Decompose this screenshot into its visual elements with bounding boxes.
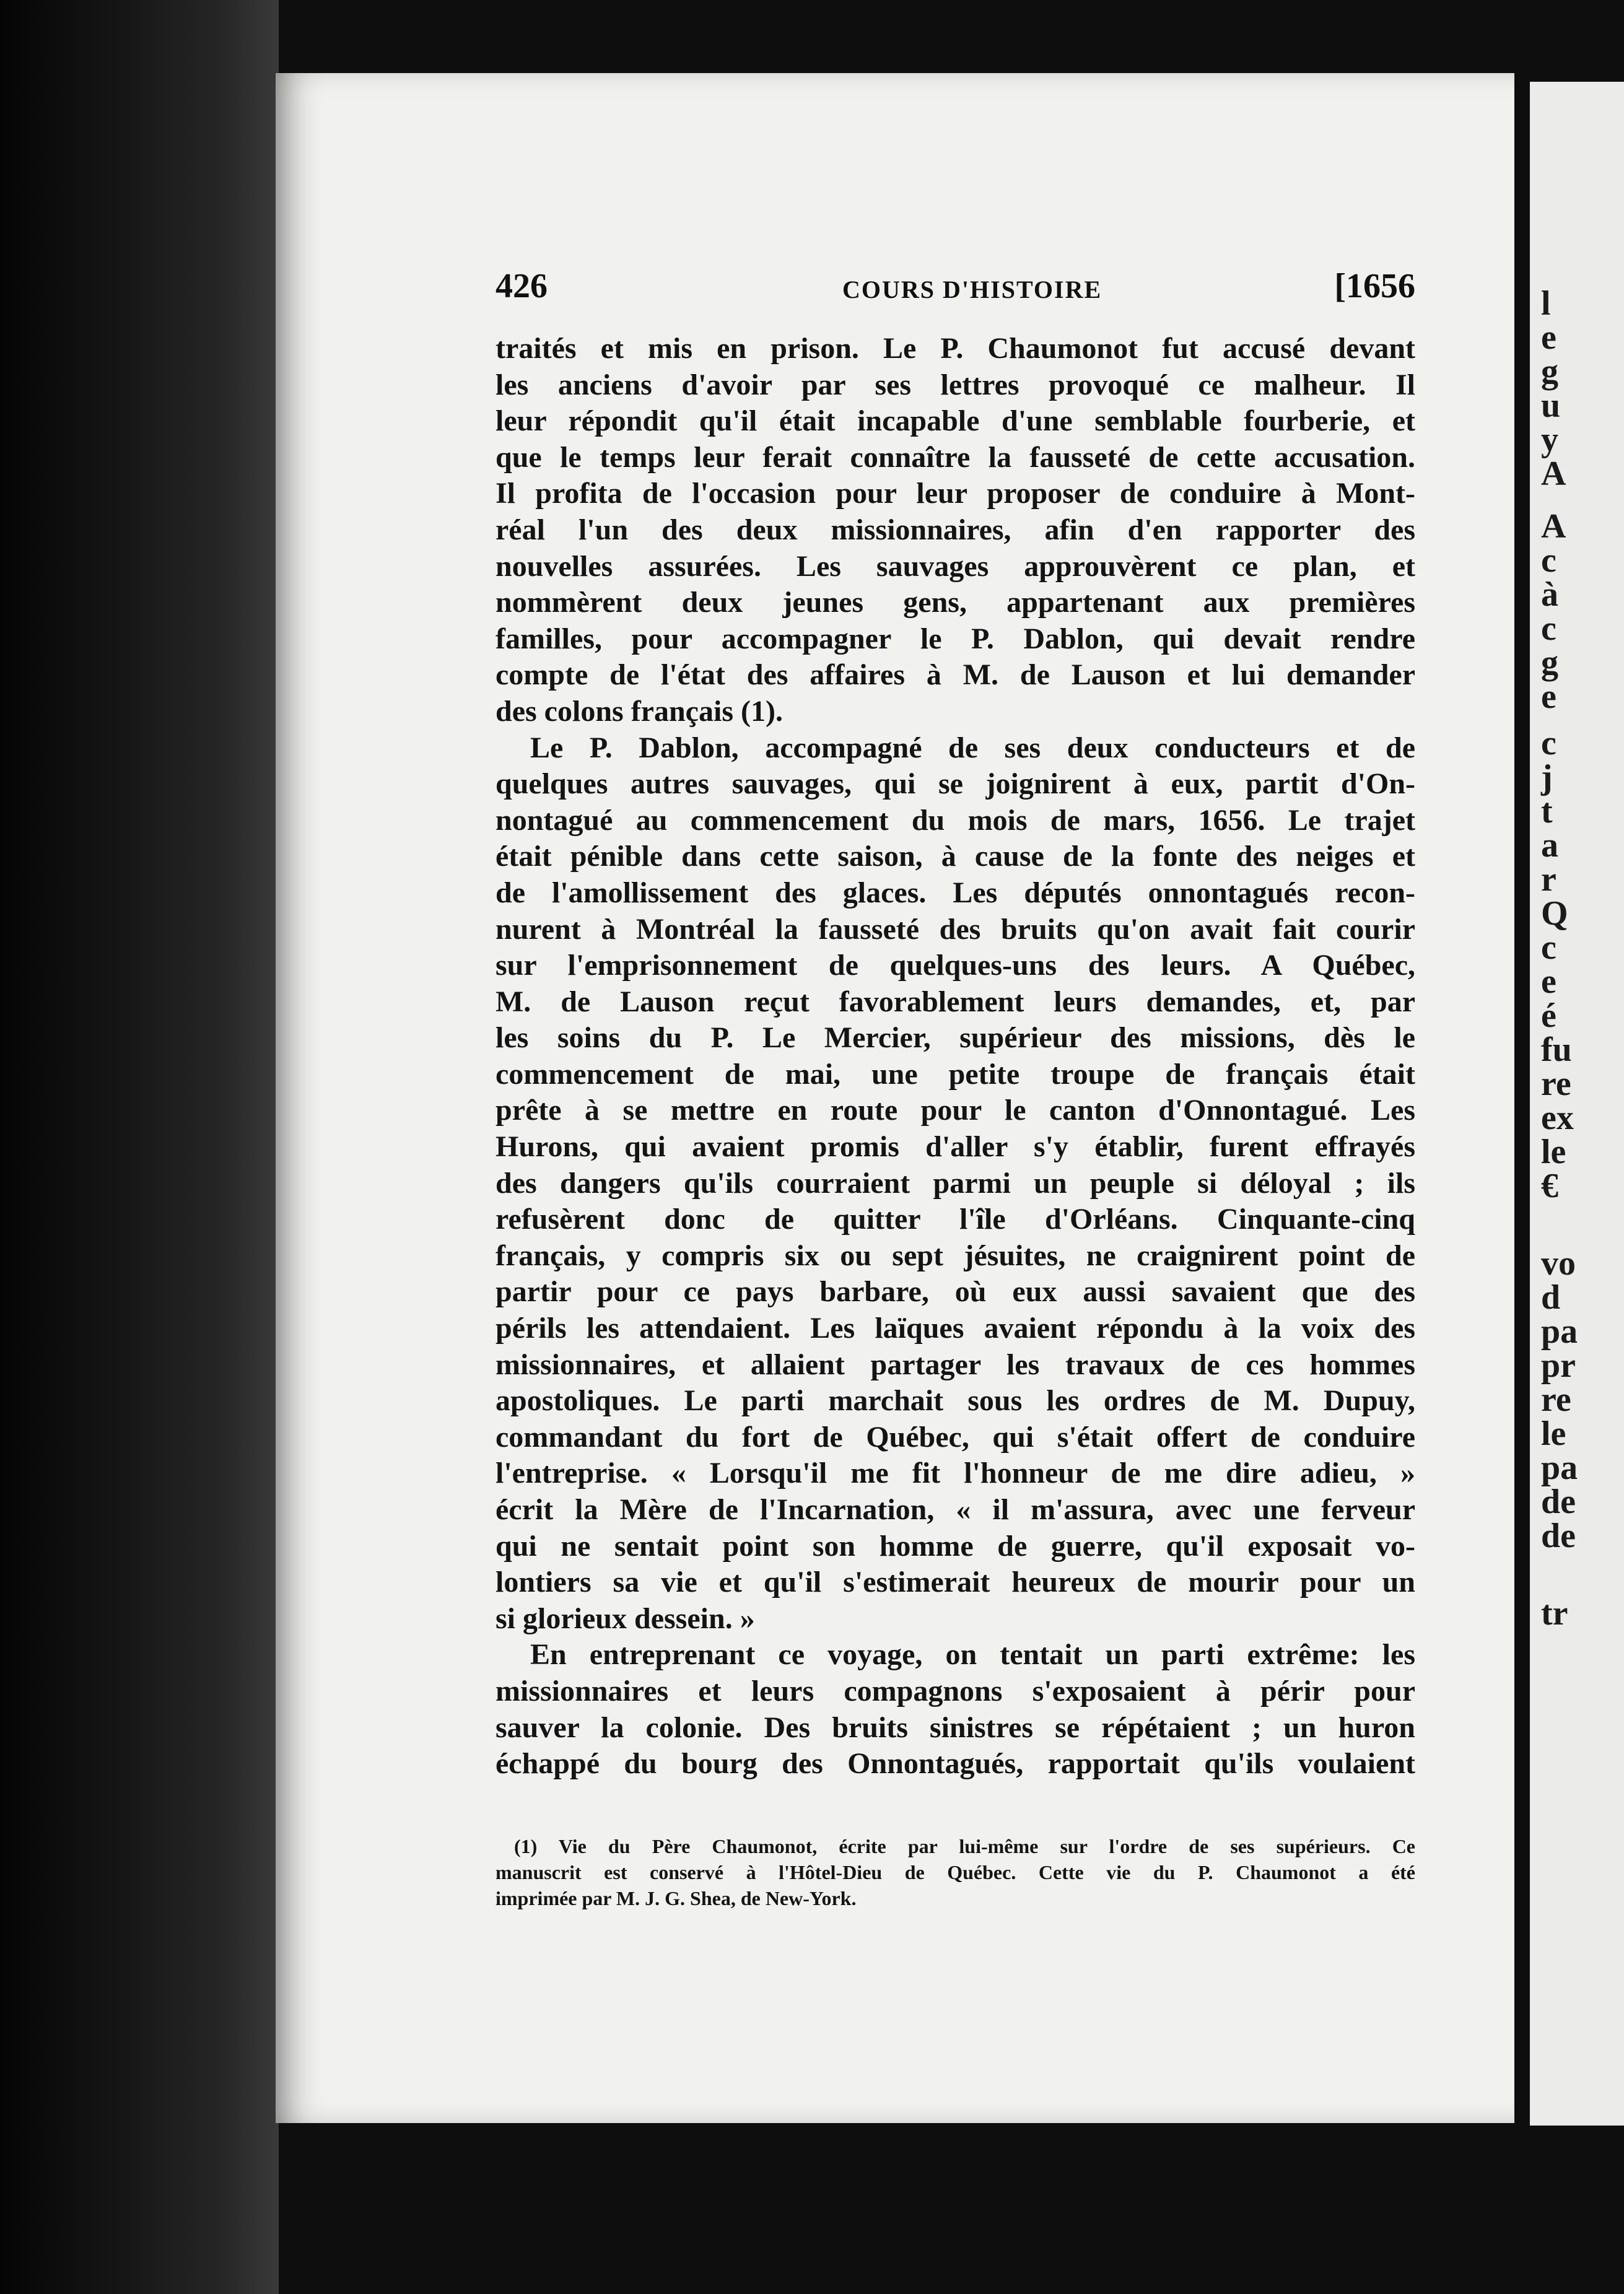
text-line: Le P. Dablon, accompagné de ses deux conducteurs et de bbox=[530, 731, 1415, 764]
text-line: missionnaires et leurs compagnons s'exposaient à périr pour bbox=[495, 1674, 1415, 1707]
text-line: des colons français (1). bbox=[495, 694, 783, 728]
text-line: était pénible dans cette saison, à cause de la fonte des neiges et bbox=[495, 840, 1415, 873]
adjacent-page-fragment: c bbox=[1541, 609, 1556, 648]
footnote-line: (1) Vie du Père Chaumonot, écrite par lui-même sur l'ordre de ses supérieurs. Ce bbox=[514, 1835, 1415, 1857]
adjacent-page-fragment: re bbox=[1541, 1380, 1571, 1419]
adjacent-page-fragment: pa bbox=[1541, 1449, 1578, 1487]
body-text bbox=[495, 331, 1415, 1782]
adjacent-page-fragment: A bbox=[1541, 455, 1566, 493]
adjacent-page-fragment: de bbox=[1541, 1483, 1576, 1521]
text-line: Il profita de l'occasion pour leur proposer de conduire à Mont- bbox=[495, 477, 1415, 510]
text-line: Hurons, qui avaient promis d'aller s'y établir, furent effrayés bbox=[495, 1130, 1415, 1164]
text-line: l'entreprise. « Lorsqu'il me fit l'honneur de me dire adieu, » bbox=[495, 1457, 1415, 1490]
text-line: familles, pour accompagner le P. Dablon, qui devait rendre bbox=[495, 622, 1415, 655]
footnote-line: imprimée par M. J. G. Shea, de New-York. bbox=[495, 1887, 857, 1909]
adjacent-page-fragment: A bbox=[1541, 507, 1566, 546]
text-line: lontiers sa vie et qu'il s'estimerait heureux de mourir pour un bbox=[495, 1566, 1415, 1599]
text-line: échappé du bourg des Onnontagués, rapportait qu'ils voulaient bbox=[495, 1747, 1415, 1781]
text-line: leur répondit qu'il était incapable d'une semblable fourberie, et bbox=[495, 404, 1415, 438]
text-line: que le temps leur ferait connaître la fausseté de cette accusation. bbox=[495, 440, 1415, 474]
adjacent-page-fragment: tr bbox=[1541, 1594, 1568, 1633]
adjacent-page-fragment: c bbox=[1541, 724, 1556, 762]
text-line: sur l'emprisonnement de quelques-uns des leurs. A Québec, bbox=[495, 949, 1415, 982]
adjacent-page-fragment: le bbox=[1541, 1415, 1566, 1453]
text-line: compte de l'état des affaires à M. de Lauson et lui demander bbox=[495, 658, 1415, 692]
text-line: réal l'un des deux missionnaires, afin d'en rapporter des bbox=[495, 513, 1415, 546]
adjacent-page-fragment: e bbox=[1541, 962, 1556, 1001]
adjacent-page-fragment: pa bbox=[1541, 1312, 1578, 1351]
adjacent-page-fragment: le bbox=[1541, 1133, 1566, 1171]
running-title: COURS D'HISTOIRE bbox=[842, 276, 1102, 303]
text-line: les soins du P. Le Mercier, supérieur des missions, dès le bbox=[495, 1021, 1415, 1055]
adjacent-page-fragment: fu bbox=[1541, 1031, 1572, 1069]
text-line: nontagué au commencement du mois de mars, 1656. Le trajet bbox=[495, 803, 1415, 837]
text-line: des dangers qu'ils courraient parmi un peuple si déloyal ; ils bbox=[495, 1166, 1415, 1200]
text-line: partir pour ce pays barbare, où eux aussi savaient que des bbox=[495, 1275, 1415, 1309]
adjacent-page-fragment: de bbox=[1541, 1517, 1576, 1555]
adjacent-page-edge bbox=[1530, 82, 1624, 2126]
text-line: apostoliques. Le parti marchait sous les ordres de M. Dupuy, bbox=[495, 1384, 1415, 1418]
footnote-line: manuscrit est conservé à l'Hôtel-Dieu de Québec. Cette vie du P. Chaumonot a été bbox=[495, 1861, 1415, 1883]
text-line: commencement de mai, une petite troupe de français était bbox=[495, 1057, 1415, 1091]
text-line: nouvelles assurées. Les sauvages approuvèrent ce plan, et bbox=[495, 549, 1415, 583]
text-line: prête à se mettre en route pour le canton d'Onnontagué. Les bbox=[495, 1094, 1415, 1127]
footnote bbox=[495, 1833, 1415, 1911]
adjacent-page-fragment: e bbox=[1541, 318, 1556, 357]
text-line: si glorieux dessein. » bbox=[495, 1602, 755, 1635]
text-line: périls les attendaient. Les laïques avaient répondu à la voix des bbox=[495, 1312, 1415, 1345]
text-line: commandant du fort de Québec, qui s'était offert de conduire bbox=[495, 1420, 1415, 1454]
text-line: missionnaires, et allaient partager les travaux de ces hommes bbox=[495, 1348, 1415, 1381]
year-marker: [1656 bbox=[1334, 267, 1415, 305]
adjacent-page-fragment: é bbox=[1541, 997, 1556, 1035]
page-header bbox=[495, 266, 1415, 316]
text-line: écrit la Mère de l'Incarnation, « il m'assura, avec une ferveur bbox=[495, 1493, 1415, 1526]
text-line: refusèrent donc de quitter l'île d'Orléans. Cinquante-cinq bbox=[495, 1203, 1415, 1236]
text-line: français, y compris six ou sept jésuites, ne craignirent point de bbox=[495, 1239, 1415, 1272]
adjacent-page-fragment: à bbox=[1541, 575, 1558, 614]
text-line: En entreprenant ce voyage, on tentait un parti extrême: les bbox=[530, 1638, 1415, 1672]
adjacent-page-fragment: u bbox=[1541, 386, 1561, 425]
adjacent-page-fragment: j bbox=[1541, 758, 1553, 796]
text-line: traités et mis en prison. Le P. Chaumonot fut accusé devant bbox=[495, 332, 1415, 365]
text-line: qui ne sentait point son homme de guerre, qu'il exposait vo- bbox=[495, 1529, 1415, 1563]
adjacent-page-fragment: g bbox=[1541, 643, 1558, 682]
adjacent-page-fragment: ex bbox=[1541, 1099, 1574, 1137]
text-line: M. de Lauson reçut favorablement leurs demandes, et, par bbox=[495, 985, 1415, 1018]
adjacent-page-fragment: pr bbox=[1541, 1346, 1576, 1385]
adjacent-page-fragment: d bbox=[1541, 1278, 1561, 1317]
page-number: 426 bbox=[495, 267, 548, 305]
text-line: les anciens d'avoir par ses lettres provoqué ce malheur. Il bbox=[495, 368, 1415, 401]
book-gutter bbox=[0, 0, 279, 2294]
adjacent-page-fragment: re bbox=[1541, 1065, 1571, 1103]
text-line: nommèrent deux jeunes gens, appartenant aux premières bbox=[495, 586, 1415, 619]
adjacent-page-fragment: t bbox=[1541, 792, 1553, 831]
adjacent-page-fragment: r bbox=[1541, 860, 1556, 899]
adjacent-page-fragment: e bbox=[1541, 678, 1556, 716]
adjacent-page-fragment: a bbox=[1541, 826, 1558, 865]
adjacent-page-fragment: y bbox=[1541, 421, 1558, 459]
adjacent-page-fragment: g bbox=[1541, 352, 1558, 391]
text-line: sauver la colonie. Des bruits sinistres se répétaient ; un huron bbox=[495, 1711, 1415, 1744]
adjacent-page-fragment: c bbox=[1541, 541, 1556, 580]
adjacent-page-fragment: € bbox=[1541, 1167, 1558, 1205]
adjacent-page-fragment: l bbox=[1541, 284, 1551, 323]
adjacent-page-fragment: c bbox=[1541, 928, 1556, 967]
text-line: de l'amollissement des glaces. Les députés onnontagués recon- bbox=[495, 876, 1415, 909]
text-line: quelques autres sauvages, qui se joignirent à eux, partit d'On- bbox=[495, 767, 1415, 801]
adjacent-page-fragment: vo bbox=[1541, 1244, 1576, 1283]
text-line: nurent à Montréal la fausseté des bruits qu'on avait fait courir bbox=[495, 912, 1415, 946]
adjacent-page-fragment: Q bbox=[1541, 894, 1568, 933]
